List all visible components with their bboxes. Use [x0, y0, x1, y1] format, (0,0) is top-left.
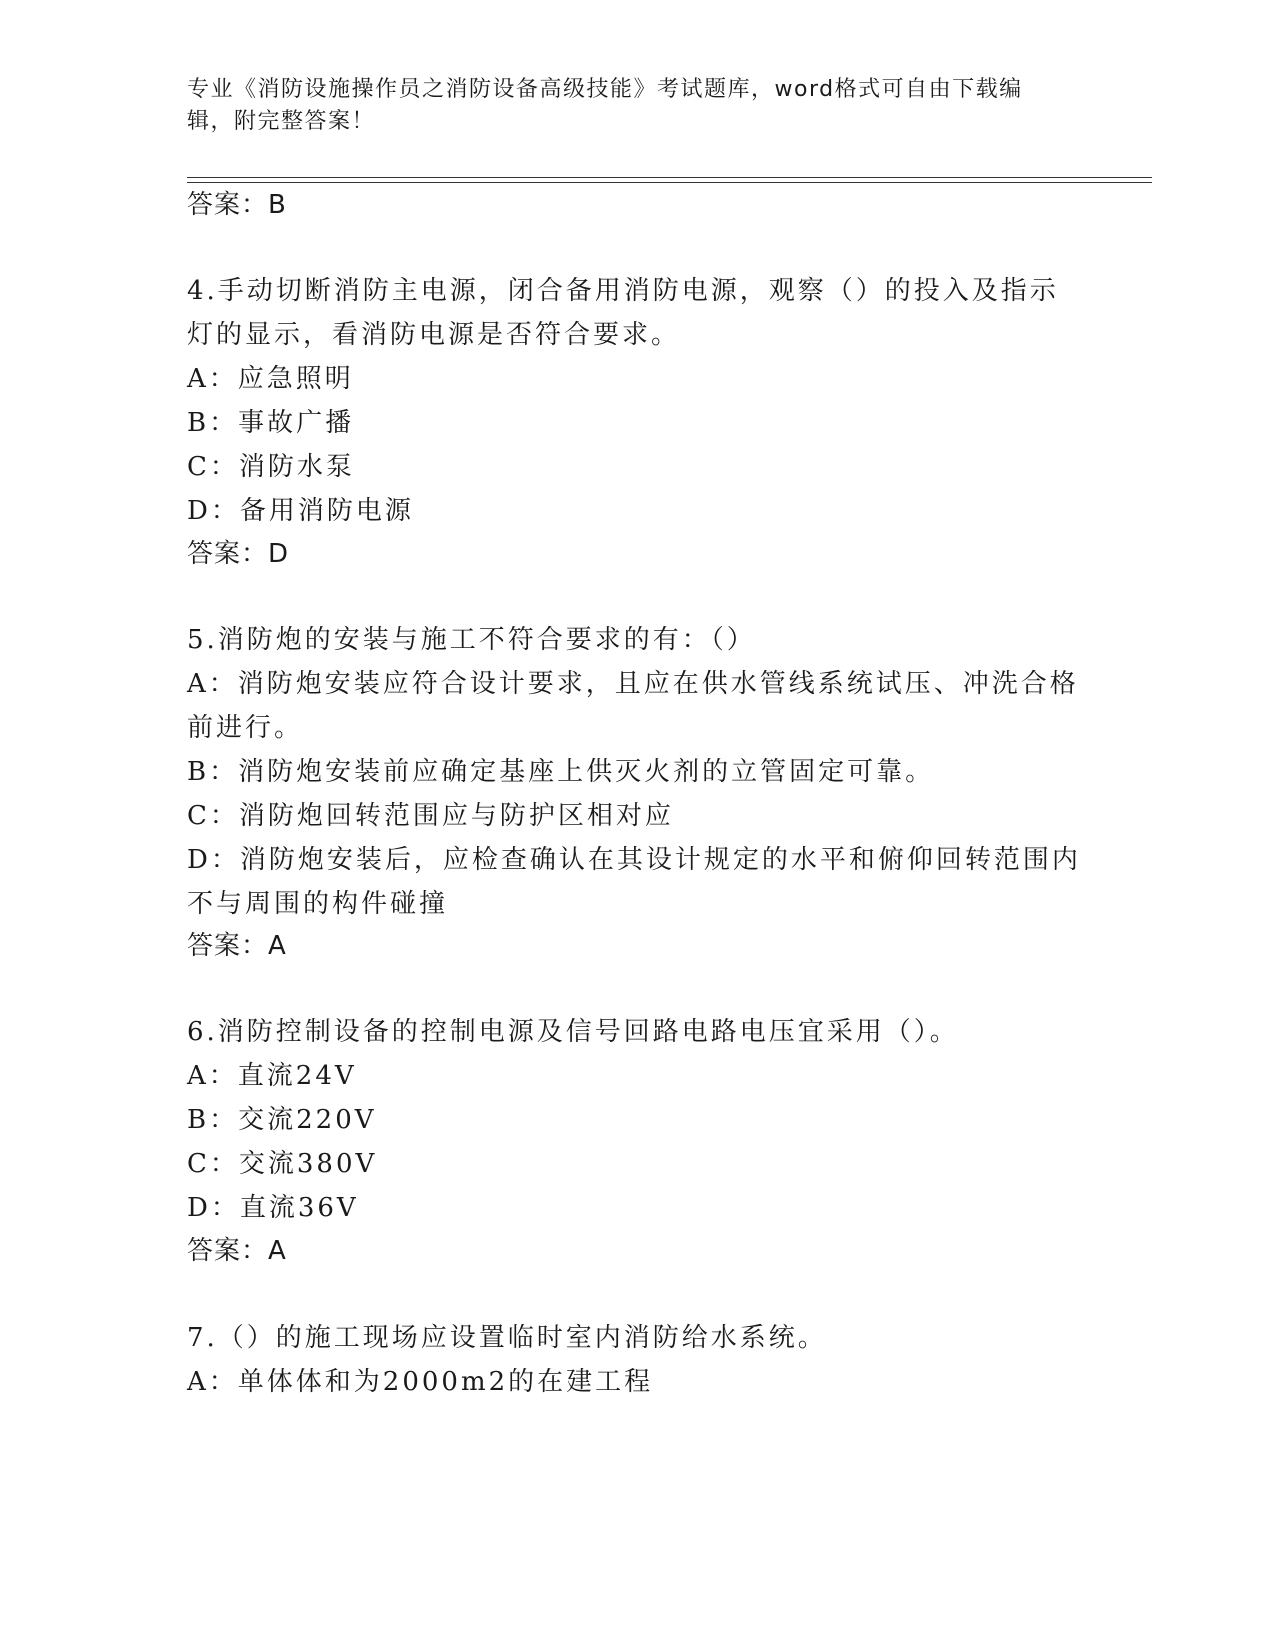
q5-option-b: B：消防炮安装前应确定基座上供灭火剂的立管固定可靠。	[187, 757, 935, 787]
answer-q4: 答案：D	[187, 539, 290, 569]
q4-option-d: D：备用消防电源	[187, 496, 414, 526]
q4-option-b: B：事故广播	[187, 408, 355, 438]
q5-option-a-line-1: A：消防炮安装应符合设计要求，且应在供水管线系统试压、冲洗合格	[187, 669, 1079, 699]
q5-option-d-line-1: D：消防炮安装后，应检查确认在其设计规定的水平和俯仰回转范围内	[187, 845, 1081, 875]
q6-stem: 6.消防控制设备的控制电源及信号回路电路电压宜采用（）。	[187, 1017, 959, 1047]
document-header	[187, 74, 1067, 138]
header-divider-bottom	[187, 182, 1152, 183]
q7-stem: 7.（）的施工现场应设置临时室内消防给水系统。	[187, 1323, 827, 1353]
header-divider-top	[187, 177, 1152, 178]
q5-stem: 5.消防炮的安装与施工不符合要求的有：（）	[187, 625, 756, 655]
answer-q5: 答案：A	[187, 931, 287, 961]
q5-option-d-line-2: 不与周围的构件碰撞	[187, 889, 449, 919]
answer-q3: 答案：B	[187, 190, 287, 220]
q4-stem-line-2: 灯的显示，看消防电源是否符合要求。	[187, 320, 681, 350]
q6-option-a: A：直流24V	[187, 1061, 357, 1091]
q6-option-c: C：交流380V	[187, 1149, 378, 1179]
q4-stem-line-1: 4.手动切断消防主电源，闭合备用消防电源，观察（）的投入及指示	[187, 276, 1059, 306]
q4-option-c: C：消防水泵	[187, 452, 355, 482]
q6-option-d: D：直流36V	[187, 1193, 359, 1223]
q7-option-a: A：单体体和为2000m2的在建工程	[187, 1367, 654, 1397]
header-line-2: 辑，附完整答案！	[187, 109, 376, 134]
header-line-1: 专业《消防设施操作员之消防设备高级技能》考试题库，word格式可自由下载编	[187, 77, 1023, 102]
q4-option-a: A：应急照明	[187, 364, 354, 394]
q6-option-b: B：交流220V	[187, 1105, 377, 1135]
answer-q6: 答案：A	[187, 1236, 287, 1266]
q5-option-c: C：消防炮回转范围应与防护区相对应	[187, 801, 674, 831]
q5-option-a-line-2: 前进行。	[187, 713, 304, 743]
